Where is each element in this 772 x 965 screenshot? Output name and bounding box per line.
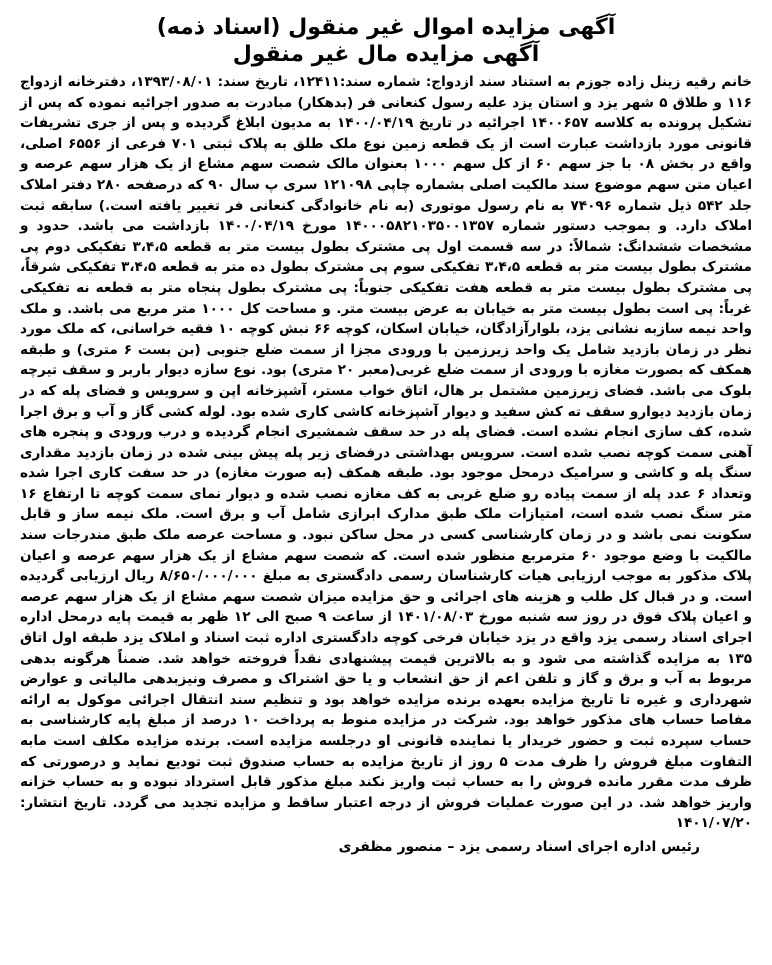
- notice-signature: رئیس اداره اجرای اسناد رسمی یزد – منصور مظفری: [338, 838, 700, 855]
- notice-main-title: آگهی مزایده اموال غیر منقول (اسناد ذمه): [156, 15, 616, 40]
- notice-sub-title: آگهی مزایده مال غیر منقول: [232, 42, 540, 67]
- notice-body: خانم رقیه زینل زاده جوزم به استناد سند ازدواج: شماره سند:۱۲۴۱۱، تاریخ سند: ۱۳۹۳/۰۸/۰۱، دفترخانه ازدواج ۱۱۶ و طلاق ۵ شهر یزد و استان یزد علیه رسول کنعانی فر (بدهکار) مبادرت به صدور اجرائیه نموده که پس از تشکیل پرونده به کلاسه ۱۴۰۰۶۵۷ اجرائیه در تاریخ ۱۴۰۰/۰۴/۱۹ به مدیون ابلاغ گردیده و پس از جری تشریفات قانونی مورد بازداشت عبارت است از یک قطعه زمین نوع ملک طلق به پلاک ثبتی ۷۰۱ فرعی از ۶۵۵۶ اصلی، واقع در بخش ۰۸ با جز سهم ۶۰ از کل سهم ۱۰۰۰ بعنوان مالک شصت سهم مشاع از یک هزار سهم عرصه و اعیان متن سهم موضوع سند مالکیت اصلی بشماره چاپی ۱۲۱۰۹۸ سری پ سال ۹۰ که درصفحه ۲۸۰ دفتر املاک جلد ۵۴۲ ذیل شماره ۷۴۰۹۶ به نام رسول موتوری (به نام خانوادگی کنعانی فر تغییر یافته است.) سابقه ثبت املاک دارد. و بموجب دستور شماره ۱۴۰۰۰۵۸۲۱۰۳۵۰۰۱۳۵۷ مورخ ۱۴۰۰/۰۴/۱۹ بازداشت می باشد. حدود و مشخصات ششدانگ: شمالاً: در سه قسمت اول پی مشترک بطول بیست متر به قطعه ۳،۴،۵ تفکیکی دوم پی مشترک بطول بیست متر به قطعه ۳،۴،۵ تفکیکی سوم پی مشترک بطول ده متر به قطعه ۳،۴،۵ تفکیکی شرقاً، پی مشترک بطول بیست متر به قطعه هفت تفکیکی جنوباً: پی مشترک بطول پنجاه متر به قطعه نه تفکیکی غرباً: پی است بطول بیست متر به خیابان به عرض بیست متر. و مساحت کل ۱۰۰۰ متر مربع می باشد. و ملک واحد نیمه سازبه نشانی یزد، بلوارآزادگان، خیابان اسکان، کوچه ۶۶ نبش کوچه ۱۰ فقیه خراسانی، که ملک مورد نظر در زمان بازدید شامل یک واحد زیرزمین با ورودی مجزا از سمت ضلع جنوبی (بن بست ۶ متری) و طبقه همکف که بصورت مغازه با ورودی از سمت ضلع غربی(معبر ۲۰ متری) بود. نوع سازه دیوار باربر و سقف تیرچه بلوک می باشد. فضای زیرزمین مشتمل بر هال، اتاق خواب مستر، آشپزخانه اپن و سرویس و فضای پله که در زمان بازدید دیوارو سقف ته کش سفید و دیوار آشپزخانه کاشی کاری شده بود. لوله کشی گاز و آب و برق اجرا شده، کف سازی انجام نشده است. فضای پله در حد سقف شمشیری انجام گردیده و درب ورودی و پنجره های آهنی سمت کوچه نصب شده است. سرویس بهداشتی درفضای زیر پله پیش بینی شده در زمان بازدید مقداری سنگ پله و کاشی و سرامیک درمحل موجود بود. طبقه همکف (به صورت مغازه) در حد سفت کاری اجرا شده وتعداد ۶ عدد پله از سمت پیاده رو ضلع غربی به کف مغازه نصب شده و دیوار نمای سمت کوچه تا ارتفاع ۱۶ متر سنگ نصب شده است، امتیازات ملک طبق مدارک ابرازی شامل آب و برق است. ملک نیمه ساز و قابل سکونت نمی باشد و در زمان کارشناسی کسی در محل ساکن نبود. و مساحت عرصه ملک طبق مندرجات سند مالکیت با وضع موجود ۶۰ مترمربع منظور شده است. که شصت سهم مشاع از یک هزار سهم عرصه و اعیان پلاک مذکور به موجب ارزیابی هیات کارشناسان رسمی دادگستری به مبلغ ۸/۶۵۰/۰۰۰/۰۰۰ ریال ارزیابی گردیده است. و در قبال کل طلب و هزینه های اجرائی و حق مزایده میزان شصت سهم مشاع از یک هزار سهم عرصه و اعیان پلاک فوق در روز سه شنبه مورخ ۱۴۰۱/۰۸/۰۳ از ساعت ۹ صبح الی ۱۲ ظهر به قیمت پایه درمحل اداره اجرای اسناد رسمی یزد واقع در یزد خیابان فرخی کوچه دادگستری اداره ثبت اسناد و املاک یزد طبقه اول اتاق ۱۳۵ به مزایده گذاشته می شود و به بالاترین قیمت پیشنهادی نقداً فروخته خواهد شد. ضمناً هرگونه بدهی مربوط به آب و برق و گاز و تلفن اعم از حق انشعاب و یا حق اشتراک و مصرف ونیزبدهی مالیاتی و عوارض شهرداری و غیره تا تاریخ مزایده بعهده برنده مزایده خواهد بود و تنظیم سند انتقال اجرائی موکول به ارائه مفاصا حساب های مذکور خواهد بود. شرکت در مزایده منوط به پرداخت ۱۰ درصد از مبلغ پایه کارشناسی به حساب سپرده ثبت و حضور خریدار یا نماینده قانونی او درجلسه مزایده است. برنده مزایده مکلف است مابه التفاوت مبلغ فروش را ظرف مدت ۵ روز از تاریخ مزایده به حساب صندوق ثبت تودیع نماید و درصورتی که ظرف مدت مقرر مانده فروش را به حساب ثبت واریز نکند مبلغ مذکور قابل استرداد نبوده و به حساب خزانه واریز خواهد شد. در این صورت عملیات فروش از درجه اعتبار ساقط و مزایده تجدید می گردد. تاریخ انتشار: ۱۴۰۱/۰۷/۲۰: [20, 74, 753, 832]
